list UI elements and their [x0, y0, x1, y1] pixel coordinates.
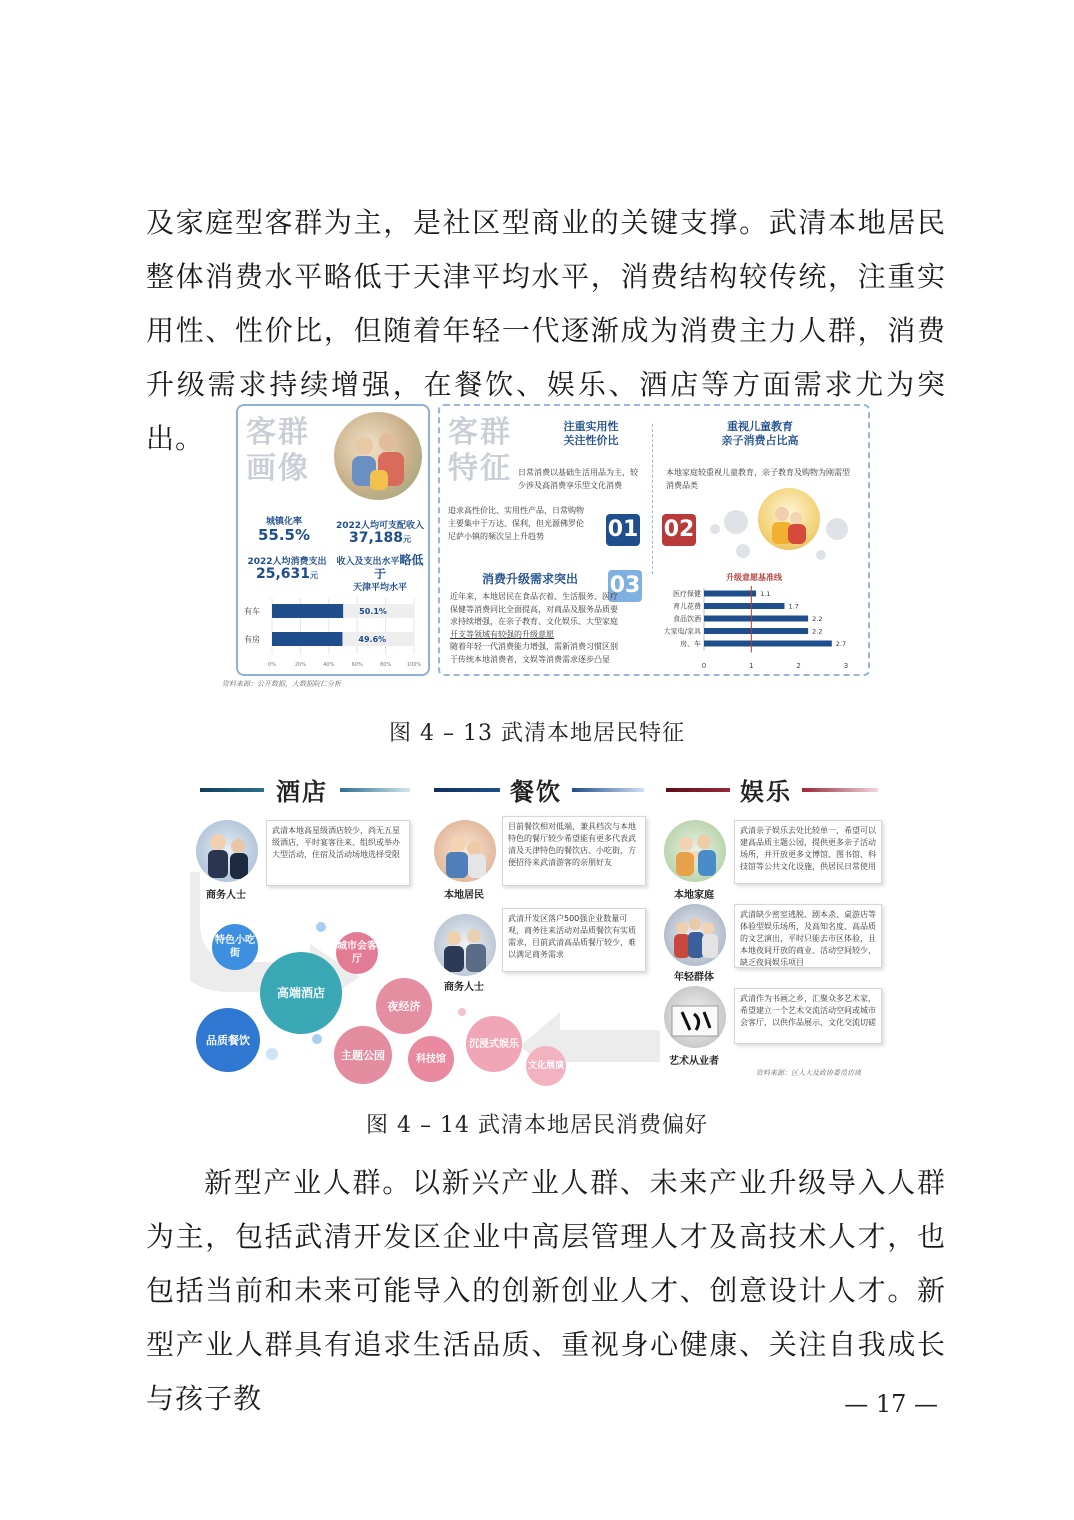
feature1-text-d: 主要集中于万达、保利，但光源佛罗伦	[448, 519, 584, 528]
upgrade-willingness-chart	[640, 584, 866, 672]
bar-3	[704, 616, 808, 622]
page-number: — 17 —	[844, 1390, 938, 1418]
income-value: 37,188元	[348, 530, 412, 546]
category-label: 有车	[244, 607, 260, 616]
category-label: 食品饮酒	[673, 615, 701, 623]
bubble-night-economy: 夜经济	[376, 978, 432, 1034]
upgrade-chart-title: 升级意愿基准线	[726, 573, 782, 582]
dining-who-1: 本地居民	[444, 890, 484, 901]
feature1-text-a: 日常消费以基础生活用品为主，较	[518, 468, 638, 477]
figure1-caption: 图 4 – 13 武清本地居民特征	[389, 721, 685, 746]
bar-1	[272, 604, 343, 618]
feature-title-2: 特征	[448, 451, 512, 486]
figure1-source: 资料来源：公开数据，大数据院仁分析	[222, 680, 341, 688]
value-label: 49.6%	[358, 635, 387, 644]
bubble-snack-street: 特色小吃街	[212, 924, 258, 970]
value-label: 1.1	[760, 590, 771, 598]
value-label: 50.1%	[359, 607, 387, 616]
feature2-text-b: 消费品类	[666, 481, 698, 490]
level-comparison-label: 收入及支出水平略低于 天津平均水平	[336, 553, 424, 593]
decor-dot	[710, 524, 720, 534]
customer-portrait-panel	[236, 404, 430, 676]
decor-dot	[312, 1034, 322, 1044]
hotel-line-right	[340, 788, 410, 792]
bubble-immersive-ent: 沉浸式娱乐	[466, 1016, 522, 1072]
bubble-quality-dining: 品质餐饮	[196, 1008, 260, 1072]
tick-label: 0%	[268, 662, 276, 668]
bar-2	[272, 632, 342, 646]
local-family-photo-icon	[664, 820, 726, 882]
family-photo-icon	[334, 412, 422, 500]
hotel-card: 武清本地高星级酒店较少，尚无五星级酒店，平时宴客往来、组织或举办大型活动，住宿及活动场地选择受限	[266, 820, 410, 886]
value-label: 1.7	[788, 602, 799, 611]
tick-label: 60%	[351, 662, 363, 668]
feature1-title: 注重实用性 关注性价比	[563, 420, 619, 447]
dining-line-right	[572, 788, 644, 792]
section-dining: 餐饮	[510, 778, 562, 806]
dining-line-left	[434, 788, 500, 792]
tick-label: 80%	[380, 662, 392, 668]
ownership-bar-chart	[242, 596, 424, 670]
decor-dot	[458, 1008, 466, 1016]
decor-dot	[826, 518, 848, 540]
feature3-text: 近年来，本地居民在食品衣着、生活服务、医疗 保健等消费同比全面提高，对商品及服务品质要 求持续增强，在亲子教育、文化娱乐、大型家庭 开支等领域有较强的升级意愿 随着年轻一代消费能力增强，需新消费习惯区别 于传统本地消费者，文娱等消费需求逐步凸显	[450, 592, 618, 664]
spending-label: 2022人均消费支出	[247, 557, 327, 567]
tick-label: 3	[843, 662, 849, 670]
portrait-title-2: 画像	[246, 451, 310, 486]
ent-who-2: 年轻群体	[674, 972, 714, 983]
section-hotel: 酒店	[276, 778, 328, 806]
ent-line-left	[666, 788, 730, 792]
tick-label: 0	[701, 662, 707, 670]
category-label: 房、车	[680, 640, 701, 648]
value-label: 2.2	[812, 627, 823, 636]
urbanization-label: 城镇化率	[265, 517, 302, 527]
decor-dot	[724, 510, 748, 534]
value-label: 2.2	[812, 615, 823, 623]
figure2-caption: 图 4 – 14 武清本地居民消费偏好	[366, 1113, 708, 1138]
feature-title-1: 客群	[448, 415, 512, 450]
ent-who-3: 艺术从业者	[669, 1056, 719, 1067]
feature1-text-b: 少涉及高消费享乐型文化消费	[518, 481, 622, 490]
feature2-title: 重视儿童教育 亲子消费占比高	[721, 420, 799, 447]
decor-dot	[266, 1048, 278, 1060]
figure2-source: 资料来源：区人大及政协委员访谈	[756, 1069, 861, 1077]
dining-who-2: 商务人士	[444, 982, 484, 993]
bubble-luxury-hotel: 高端酒店	[260, 952, 342, 1034]
bar-1	[704, 591, 756, 597]
business-person-photo-icon	[196, 820, 258, 882]
value-label: 2.7	[835, 640, 847, 648]
category-label: 育儿花费	[673, 602, 701, 611]
calligraphy-photo-icon	[664, 986, 726, 1048]
bar-4	[704, 628, 808, 634]
ent-line-right	[802, 788, 878, 792]
tick-label: 20%	[294, 662, 306, 668]
urbanization-value: 55.5%	[257, 526, 311, 544]
bubble-city-lounge: 城市会客厅	[336, 932, 378, 974]
feature1-text-c: 追求高性价比、实用性产品，日常购物	[448, 506, 584, 515]
bubble-theme-park: 主题公园	[334, 1026, 392, 1084]
dining-card-1: 目前餐饮相对低端，兼具档次与本地特色的餐厅较少希望能有更多代表武清及天津特色的餐饮店、小吃街，方便招待来武清游客的亲朋好友	[502, 816, 646, 886]
feature2-text-a: 本地家庭较重视儿童教育，亲子教育及购物为刚需型	[666, 468, 850, 477]
portrait-title-1: 客群	[246, 415, 310, 450]
spending-value: 25,631元	[255, 566, 319, 582]
feature1-text-e: 尼萨小镇的频次呈上升趋势	[448, 532, 544, 541]
decor-dot	[316, 922, 326, 932]
ent-who-1: 本地家庭	[674, 890, 714, 901]
customer-features-panel	[438, 404, 870, 676]
hotel-who: 商务人士	[206, 890, 246, 901]
parent-child-photo-icon	[758, 488, 820, 550]
body-paragraph-1: 及家庭型客群为主，是社区型商业的关键支撑。武清本地居民整体消费水平略低于天津平均水平，消费结构较传统，注重实用性、性价比，但随着年轻一代逐渐成为消费主力人群，消费升级需求持续增强，在餐饮、娱乐、酒店等方面需求尤为突出。	[146, 206, 946, 455]
body-paragraph-2: 新型产业人群。以新兴产业人群、未来产业升级导入人群为主，包括武清开发区企业中高层管理人才及高技术人才，也包括当前和未来可能导入的创新创业人才、创意设计人才。新型产业人群具有追求生活品质、重视身心健康、关注自我成长与孩子教	[146, 1166, 946, 1415]
section-entertainment: 娱乐	[740, 778, 792, 806]
feature3-title: 消费升级需求突出	[481, 572, 578, 586]
bubble-science-museum: 科技馆	[408, 1036, 454, 1082]
ent-card-2: 武清缺少密室逃脱、剧本杀、桌游店等体验型娱乐场所，及高知名度、高品质的文艺演出，平时只能去市区体验，且本地夜间开放的商业、活动空间较少，缺乏夜间娱乐项目	[734, 904, 882, 968]
decor-dot	[736, 544, 750, 558]
category-label: 医疗保健	[673, 590, 701, 598]
dining-card-2: 武清开发区落户500强企业数量可观，商务往来活动对品质餐饮有实质需求，目前武清高品质餐厅较少，难以满足商务需求	[502, 908, 646, 972]
figure-consumption-preference	[190, 772, 890, 1082]
feature3-number: 03	[608, 570, 642, 602]
figure-resident-characteristics	[222, 402, 868, 688]
ent-card-1: 武清亲子娱乐去处比较单一，希望可以建高品质主题公园，提供更多亲子活动场所，并开放更多文博馆、图书馆、科技馆等公共文化设施，供居民日常使用	[734, 820, 882, 884]
bar-2	[704, 603, 784, 609]
business-person-photo-icon	[434, 914, 496, 976]
feature1-number: 01	[606, 514, 640, 546]
decor-dot	[816, 550, 826, 560]
hotel-line-left	[200, 788, 264, 792]
category-label: 大家电/家具	[663, 627, 701, 636]
tick-label: 40%	[323, 662, 335, 668]
category-label: 有房	[244, 635, 260, 644]
local-resident-photo-icon	[434, 820, 496, 882]
divider	[652, 424, 653, 574]
young-group-photo-icon	[664, 904, 726, 966]
tick-label: 100%	[406, 662, 422, 668]
feature2-number: 02	[662, 514, 696, 546]
tick-label: 2	[796, 662, 801, 670]
income-label: 2022人均可支配收入	[335, 521, 425, 531]
bar-5	[704, 641, 832, 647]
tick-label: 1	[749, 662, 754, 670]
bubble-culture-show: 文化展演	[526, 1046, 566, 1086]
ent-card-3: 武清作为书画之乡，汇聚众多艺术家，希望建立一个艺术交流活动空间或城市会客厅，以供作品展示、文化交流切磋	[734, 988, 882, 1044]
